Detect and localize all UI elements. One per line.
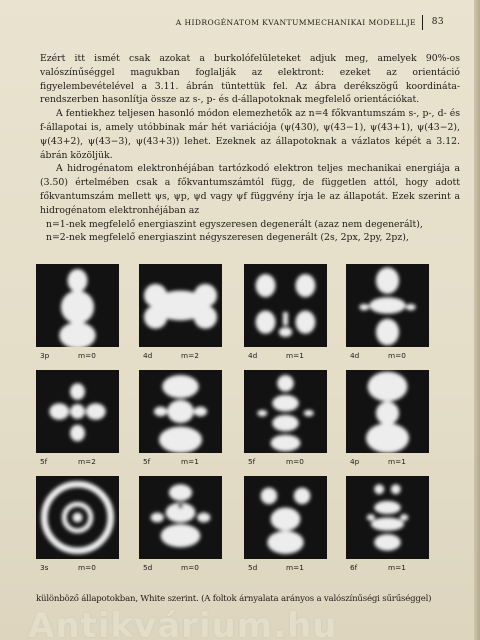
- orbital-name: 5d: [248, 563, 258, 572]
- magnetic-quantum-number: m=0: [78, 563, 96, 572]
- magnetic-quantum-number: m=1: [181, 457, 199, 466]
- orbital-label: [346, 563, 446, 574]
- orbital-label: [139, 563, 239, 574]
- orbital-name: 5f: [143, 457, 151, 466]
- orbital-name: 4p: [350, 457, 360, 466]
- orbital-image-6f-m1: [346, 476, 429, 559]
- orbital-image-5d-m0: [139, 476, 222, 559]
- header-title: A HIDROGÉNATOM KVANTUMMECHANIKAI MODELLJE: [175, 18, 416, 27]
- watermark: Antikvárium.hu: [28, 606, 338, 640]
- degeneracy-line-2: n=2-nek megfelelő energiaszint négyszeresen degenerált (2s, 2px, 2py, 2pz),: [46, 232, 409, 244]
- orbital-density-shape: [36, 264, 119, 347]
- paragraph-3: A hidrogénatom elektronhéjában tartózkodó elektron teljes mechanikai energiája a (3.50) értelmében csak a főkvantumszámtól függ, de független attól, hogy adott főkvantumszám mellett ψs, ψp, ψd vagy ψf függvény írja le az állapotát. Ezek szerint a hidrogénatom elektronhéjában az: [40, 163, 460, 216]
- magnetic-quantum-number: m=0: [286, 457, 304, 466]
- magnetic-quantum-number: m=1: [388, 457, 406, 466]
- orbital-label: [346, 457, 446, 468]
- orbital-density-shape: [36, 476, 119, 559]
- orbital-name: 4d: [248, 351, 258, 360]
- orbital-label: [346, 351, 446, 362]
- orbital-name: 5f: [40, 457, 48, 466]
- orbital-density-shape: [244, 264, 327, 347]
- orbital-image-3s-m0: [36, 476, 119, 559]
- orbital-image-4p-m1: [346, 370, 429, 453]
- magnetic-quantum-number: m=1: [286, 563, 304, 572]
- orbital-label: [244, 351, 344, 362]
- magnetic-quantum-number: m=1: [286, 351, 304, 360]
- orbital-label: [139, 351, 239, 362]
- orbital-label: [244, 563, 344, 574]
- orbital-name: 3p: [40, 351, 50, 360]
- magnetic-quantum-number: m=2: [181, 351, 199, 360]
- orbital-density-shape: [244, 370, 327, 453]
- orbital-density-shape: [244, 476, 327, 559]
- orbital-image-4d-m2: [139, 264, 222, 347]
- orbital-label: [36, 563, 136, 574]
- magnetic-quantum-number: m=0: [78, 351, 96, 360]
- paragraph-2: A fentiekhez teljesen hasonló módon elemezhetők az n=4 főkvantumszám s-, p-, d- és f-állapotai is, amely utóbbinak már hét variációja (ψ(430), ψ(43−1), ψ(43+1), ψ(43−2), ψ(43+2), ψ(43−3), ψ(43+3)) lehet. Ezeknek az állapotoknak a vázlatos képét a 3.12. ábrán közöljük.: [40, 108, 460, 161]
- orbital-density-shape: [139, 370, 222, 453]
- orbital-image-4d-m1: [244, 264, 327, 347]
- orbital-density-shape: [139, 264, 222, 347]
- orbital-density-shape: [36, 370, 119, 453]
- orbital-image-5d-m1: [244, 476, 327, 559]
- page-edge: [474, 0, 480, 640]
- degeneracy-line-1: n=1-nek megfelelő energiaszint egyszeresen degenerált (azaz nem degenerált),: [46, 218, 423, 230]
- orbital-density-shape: [139, 476, 222, 559]
- orbital-image-5f-m2: [36, 370, 119, 453]
- running-header: [175, 15, 456, 31]
- orbital-name: 6f: [350, 563, 358, 572]
- orbital-image-4d-m0: [346, 264, 429, 347]
- orbital-image-5f-m0: [244, 370, 327, 453]
- orbital-density-shape: [346, 264, 429, 347]
- magnetic-quantum-number: m=2: [78, 457, 96, 466]
- orbital-name: 5f: [248, 457, 256, 466]
- figure-caption: különböző állapotokban, White szerint. (A foltok árnyalata arányos a valószínűségi sűrűséggel): [36, 594, 432, 604]
- orbital-name: 3s: [40, 563, 49, 572]
- orbital-label: [244, 457, 344, 468]
- orbital-name: 5d: [143, 563, 153, 572]
- orbital-density-shape: [346, 370, 429, 453]
- header-divider: [422, 15, 423, 30]
- magnetic-quantum-number: m=0: [388, 351, 406, 360]
- orbital-image-3p-m0: [36, 264, 119, 347]
- orbital-label: [36, 457, 136, 468]
- orbital-name: 4d: [350, 351, 360, 360]
- orbital-label: [139, 457, 239, 468]
- orbital-label: [36, 351, 136, 362]
- paragraph-1: Ezért itt ismét csak azokat a burkolófelületeket adjuk meg, amelyek 90%-os valószínűséggel magukban foglalják az elektront: ezeket az orientáció figyelembevételével a 3.11. ábrán tüntettük fel. Az ábra derékszögű koordináta-rendszerben hasonlítja össze az s-, p- és d-állapotoknak megfelelő orientációkat.: [40, 53, 460, 106]
- orbital-name: 4d: [143, 351, 153, 360]
- orbital-image-5f-m1: [139, 370, 222, 453]
- magnetic-quantum-number: m=0: [181, 563, 199, 572]
- body-text: [40, 52, 460, 245]
- page-number: 83: [431, 17, 444, 27]
- orbital-density-shape: [346, 476, 429, 559]
- magnetic-quantum-number: m=1: [388, 563, 406, 572]
